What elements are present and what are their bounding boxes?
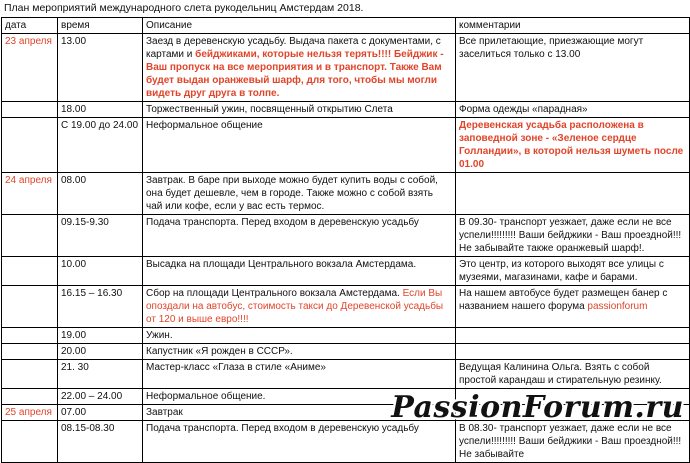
table-row bbox=[2, 328, 690, 344]
cell-time: 19.00 bbox=[58, 328, 143, 344]
cell-date bbox=[2, 389, 58, 405]
header-date: дата bbox=[2, 18, 58, 34]
cell-date bbox=[2, 215, 58, 257]
cell-comment bbox=[456, 173, 690, 215]
cell-time: 22.00 – 24.00 bbox=[58, 389, 143, 405]
cell-comment bbox=[456, 344, 690, 360]
cell-description bbox=[143, 215, 456, 257]
table-row bbox=[2, 360, 690, 389]
cell-time: 10.00 bbox=[58, 257, 143, 286]
cell-time: 08.15-08.30 bbox=[58, 421, 143, 463]
cell-time: 09.15-9.30 bbox=[58, 215, 143, 257]
table-row bbox=[2, 344, 690, 360]
cell-time: 21. 30 bbox=[58, 360, 143, 389]
comment-text: Форма одежды «парадная» bbox=[459, 104, 588, 115]
table-row bbox=[2, 102, 690, 118]
cell-description bbox=[143, 118, 456, 173]
cell-comment bbox=[456, 360, 690, 389]
cell-description bbox=[143, 257, 456, 286]
comment-text: В 08.30- транспорт уезжает, даже если не все успели!!!!!!!!! Ваши бейджики - Ваш проездной!!! Не забывайте bbox=[459, 423, 682, 460]
cell-date bbox=[2, 360, 58, 389]
page-title: План мероприятий международного слета рукодельниц Амстердам 2018. bbox=[4, 2, 364, 14]
table-row bbox=[2, 173, 690, 215]
table-row bbox=[2, 257, 690, 286]
cell-time: 07.00 bbox=[58, 405, 143, 421]
comment-text: На нашем автобусе будет размещен банер с названием нашего форума bbox=[459, 288, 668, 312]
description-text: Торжественный ужин, посвященный открытию Слета bbox=[146, 104, 393, 115]
cell-date bbox=[2, 257, 58, 286]
cell-date bbox=[2, 102, 58, 118]
cell-description bbox=[143, 34, 456, 102]
cell-date: 25 апреля bbox=[2, 405, 58, 421]
cell-date bbox=[2, 344, 58, 360]
cell-description bbox=[143, 102, 456, 118]
description-text: Мастер-класс «Глаза в стиле «Аниме» bbox=[146, 362, 326, 373]
cell-date bbox=[2, 118, 58, 173]
cell-description bbox=[143, 328, 456, 344]
cell-comment bbox=[456, 286, 690, 328]
description-text: Капустник «Я рожден в СССР». bbox=[146, 346, 293, 357]
comment-text: Все прилетающие, приезжающие могут заселиться только с 13.00 bbox=[459, 36, 644, 60]
cell-time: 16.15 – 16.30 bbox=[58, 286, 143, 328]
description-text: бейджиками, которые нельзя терять!!!! Бейджик - Ваш пропуск на все мероприятия и в транспорт. Также Вам будет выдан оранжевый шарф, для того, чтобы мы могли видеть друг друга в толпе. bbox=[146, 49, 444, 99]
description-text: Неформальное общение bbox=[146, 120, 263, 131]
cell-date: 24 апреля bbox=[2, 173, 58, 215]
description-text: Завтрак. В баре при выходе можно будет купить воды с собой, она будет дешевле, чем в городе. Также можно с собой взять чай или кофе, если у вас есть термос. bbox=[146, 175, 438, 212]
cell-time: 13.00 bbox=[58, 34, 143, 102]
description-text: Заезд в деревенскую усадьбу. Выдача пакета с документами, с картами и bbox=[146, 36, 441, 60]
table-header-row bbox=[2, 18, 690, 34]
cell-description bbox=[143, 286, 456, 328]
cell-time: 20.00 bbox=[58, 344, 143, 360]
description-text: Подача транспорта. Перед входом в деревенскую усадьбу bbox=[146, 423, 419, 434]
cell-date bbox=[2, 286, 58, 328]
cell-description bbox=[143, 360, 456, 389]
description-text: Сбор на площади Центрального вокзала Амстердама. bbox=[146, 288, 403, 299]
cell-comment bbox=[456, 257, 690, 286]
comment-text: passionforum bbox=[587, 301, 648, 312]
cell-comment bbox=[456, 328, 690, 344]
header-description: Описание bbox=[143, 18, 456, 34]
cell-comment bbox=[456, 118, 690, 173]
table-row bbox=[2, 215, 690, 257]
description-text: Подача транспорта. Перед входом в деревенскую усадьбу bbox=[146, 217, 419, 228]
cell-description bbox=[143, 344, 456, 360]
description-text: Если Вы опоздали на автобус, стоимость такси до Деревенской усадьбы от 120 и выше евро!!!! bbox=[146, 288, 444, 325]
comment-text: Ведущая Калинина Ольга. Взять с собой простой карандаш и стирательную резинку. bbox=[459, 362, 662, 386]
cell-comment bbox=[456, 215, 690, 257]
comment-text: Деревенская усадьба расположена в заповедной зоне - «Зеленое сердце Голландии», в которой нельзя шуметь после 01.00 bbox=[459, 120, 684, 170]
comment-text: Это центр, из которого выходят все улицы с музеями, магазинами, кафе и барами. bbox=[459, 259, 664, 283]
cell-description bbox=[143, 173, 456, 215]
comment-text: В 09.30- транспорт уезжает, даже если не все успели!!!!!!!!! Ваши бейджики - Ваш проездной!!! Не забывайте также оранжевый шарф!. bbox=[459, 217, 682, 254]
cell-date bbox=[2, 328, 58, 344]
table-row bbox=[2, 118, 690, 173]
cell-time: С 19.00 до 24.00 bbox=[58, 118, 143, 173]
description-text: Завтрак bbox=[146, 407, 183, 418]
cell-comment bbox=[456, 34, 690, 102]
cell-comment bbox=[456, 102, 690, 118]
description-text: Неформальное общение. bbox=[146, 391, 266, 402]
header-time: время bbox=[58, 18, 143, 34]
table-row bbox=[2, 34, 690, 102]
header-comments: комментарии bbox=[456, 18, 690, 34]
table-row bbox=[2, 286, 690, 328]
cell-time: 08.00 bbox=[58, 173, 143, 215]
cell-date: 23 апреля bbox=[2, 34, 58, 102]
watermark-logo: PassionForum.ru bbox=[391, 390, 684, 425]
description-text: Ужин. bbox=[146, 330, 173, 341]
cell-time: 18.00 bbox=[58, 102, 143, 118]
description-text: Высадка на площади Центрального вокзала Амстердама. bbox=[146, 259, 417, 270]
